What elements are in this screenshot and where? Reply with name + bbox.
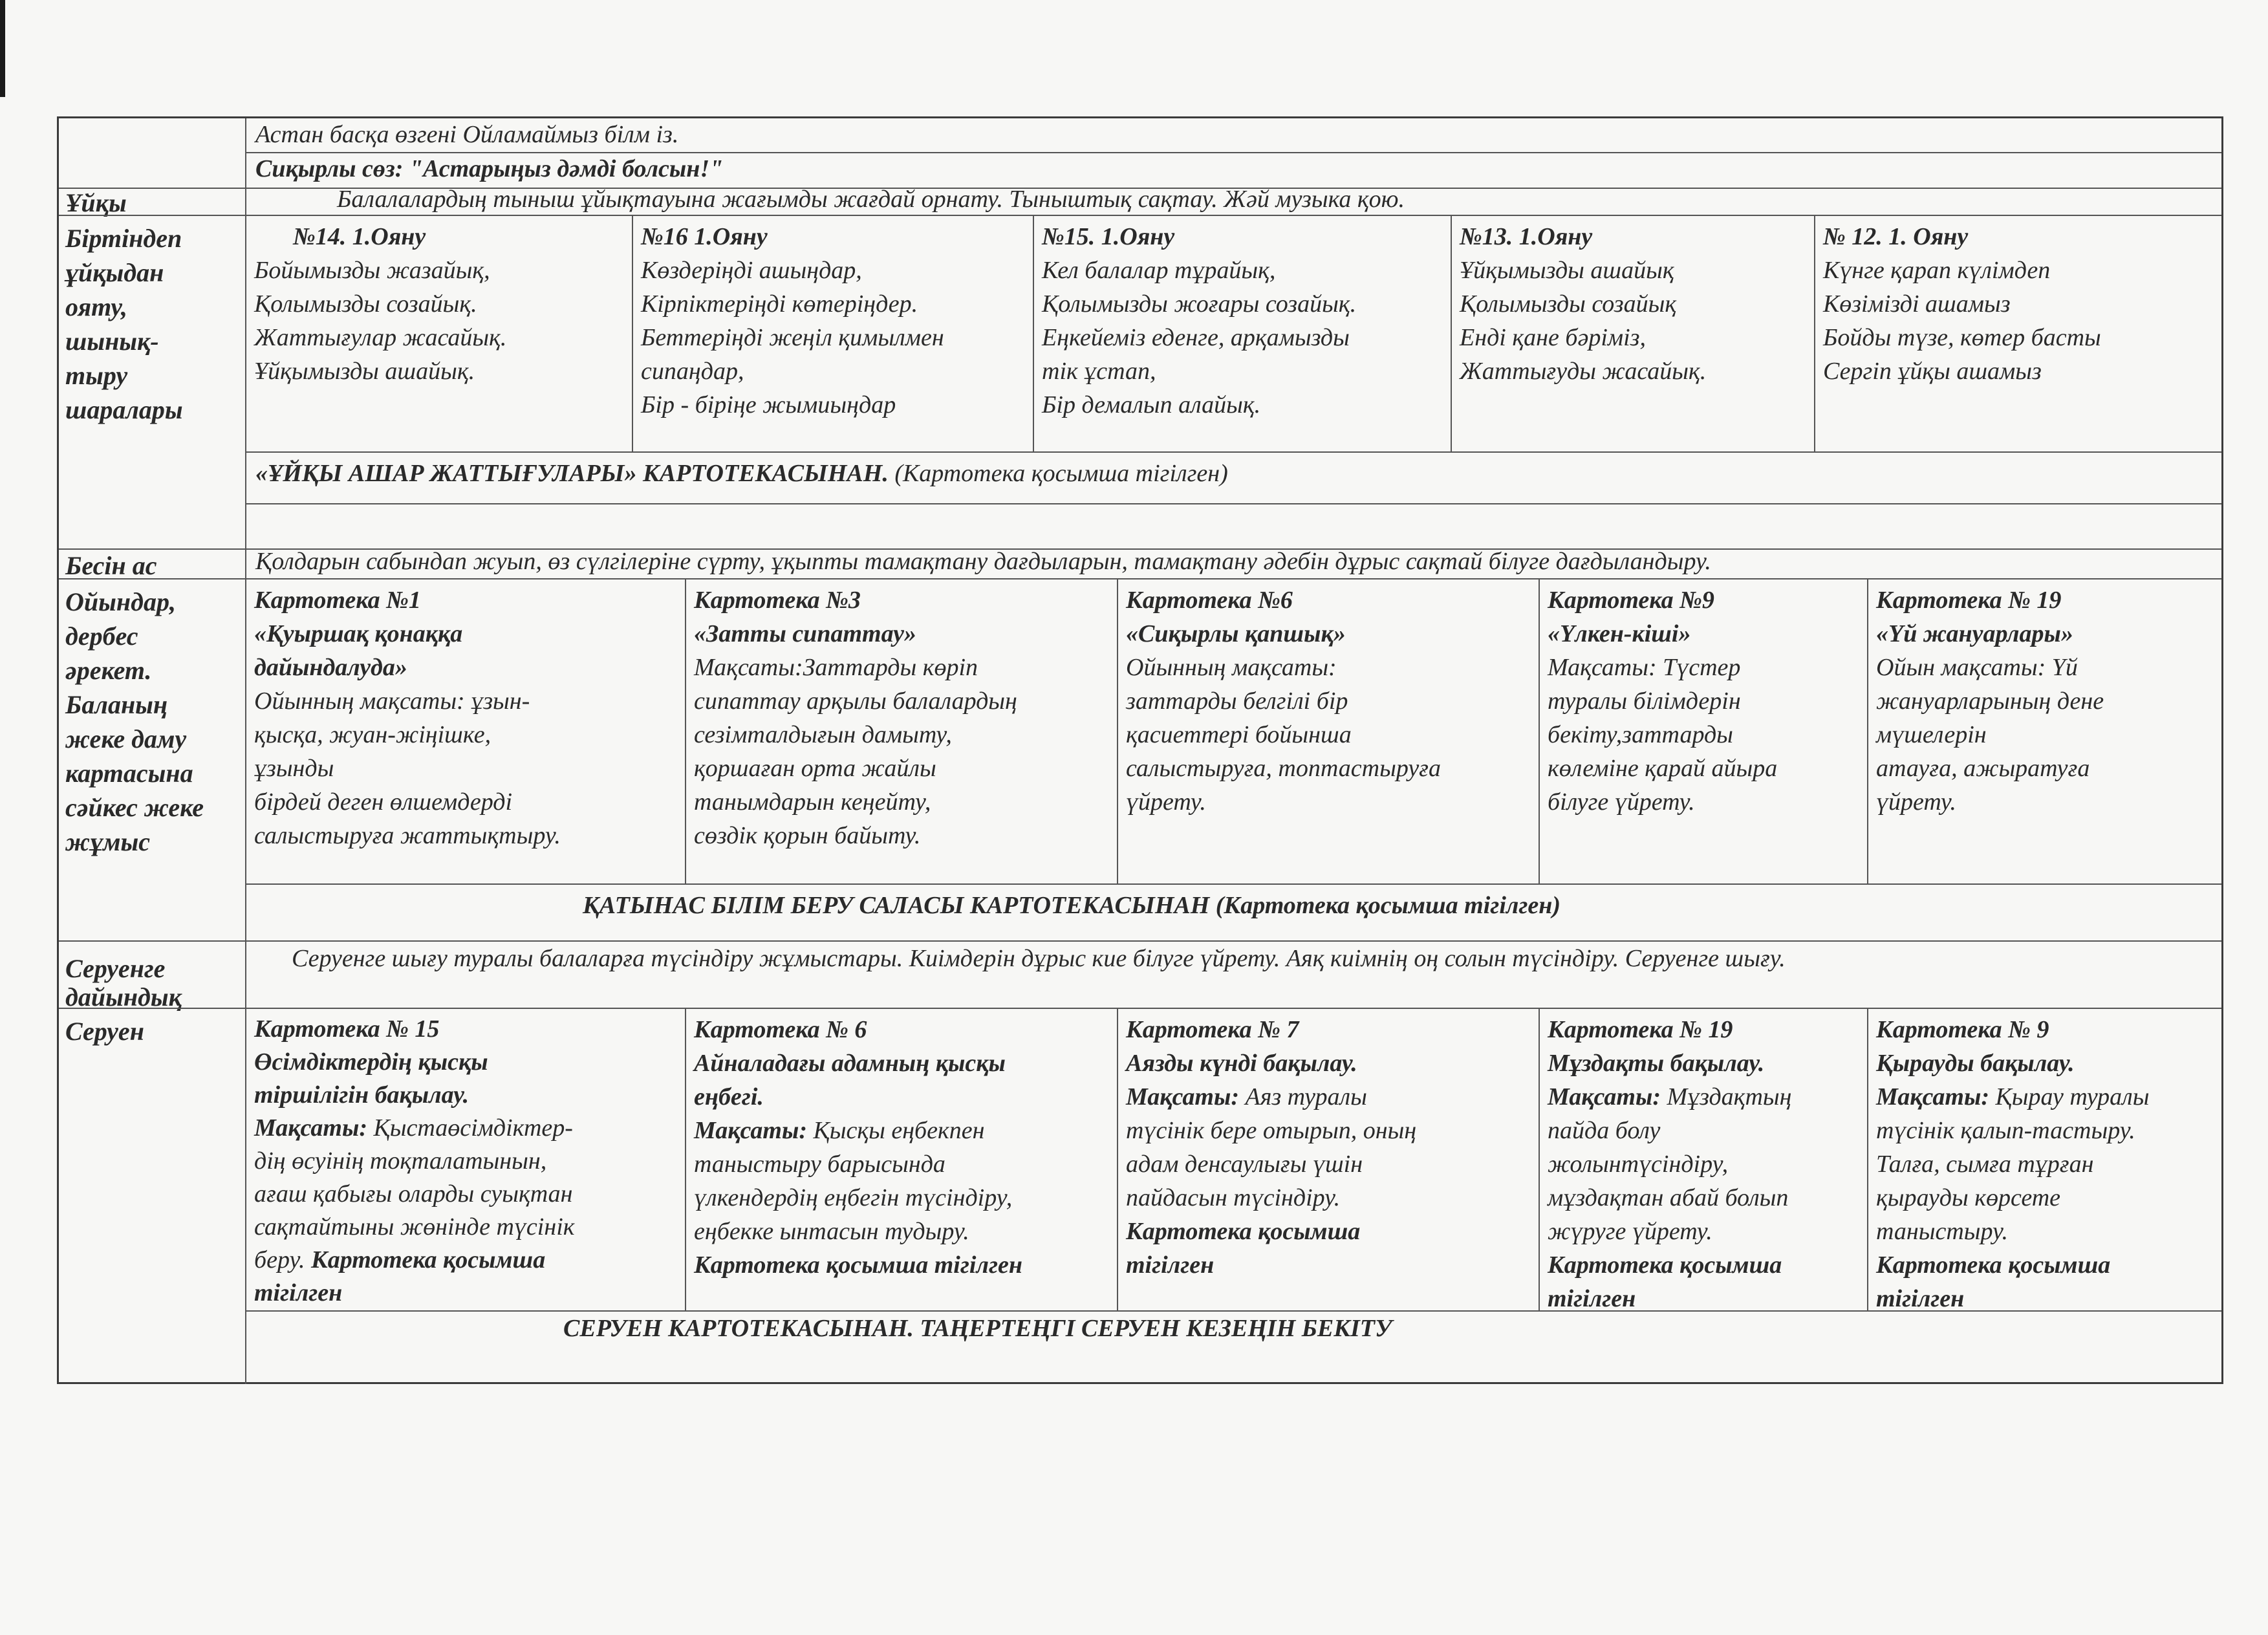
row-intro-content bbox=[246, 118, 2221, 188]
goal-label: Мақсаты: bbox=[254, 1114, 367, 1142]
intro-line-2: Сиқырлы сөз: "Астарыңыз дәмді болсын!" bbox=[255, 155, 724, 182]
card-line: үйрету. bbox=[1126, 788, 1206, 816]
card-text: Мұздақтың bbox=[1667, 1083, 1792, 1110]
card-line: Бойды түзе, көтер басты bbox=[1823, 324, 2101, 351]
card-line: Күнге қарап күлімдеп bbox=[1823, 257, 2051, 284]
card-line: салыстыруға, топтастыруға bbox=[1126, 755, 1442, 782]
card-line: еңбегі. bbox=[694, 1083, 764, 1110]
card-line: салыстыруға жаттықтыру. bbox=[254, 822, 561, 849]
card-line: Ұйқымызды ашайық. bbox=[254, 358, 475, 385]
games-label-line: әрекет. bbox=[65, 656, 152, 685]
games-card-19 bbox=[1868, 579, 2225, 883]
card-line bbox=[1876, 1080, 2218, 1114]
games-label bbox=[59, 579, 246, 940]
card-line: қасиеттері бойынша bbox=[1126, 721, 1352, 748]
card-line: Картотека № 6 bbox=[694, 1016, 867, 1043]
games-label-line: картасына bbox=[65, 759, 193, 788]
card-line: танымдарын кеңейту, bbox=[694, 788, 931, 816]
card-line: қысқа, жуан-жіңішке, bbox=[254, 721, 491, 748]
card-line: Жаттығулар жасайық. bbox=[254, 324, 507, 351]
card-line: Аязды күнді бақылау. bbox=[1126, 1050, 1357, 1077]
games-card-3 bbox=[686, 579, 1118, 883]
card-text: Картотека қосымша bbox=[310, 1246, 546, 1273]
prep-label-line: Серуенге bbox=[65, 954, 166, 983]
row-wake bbox=[59, 215, 2221, 548]
wake-footer-title: «ҰЙҚЫ АШАР ЖАТТЫҒУЛАРЫ» КАРТОТЕКАСЫНАН. bbox=[255, 460, 889, 487]
card-line: Мақсаты: Түстер bbox=[1548, 654, 1741, 681]
row-prep bbox=[59, 940, 2221, 1012]
prep-label-line: дайындық bbox=[65, 982, 182, 1012]
wake-footer-divider bbox=[246, 503, 2221, 504]
card-line: Картотека қосымша bbox=[1876, 1251, 2111, 1279]
card-line: Бойымызды жазайық, bbox=[254, 257, 490, 284]
games-card-6 bbox=[1118, 579, 1540, 883]
card-line: Қолымызды созайық. bbox=[254, 290, 477, 318]
card-line: дің өсуінің тоқталатынын, bbox=[254, 1147, 547, 1175]
card-line: мұздақтан абай болып bbox=[1548, 1184, 1789, 1211]
card-title: «Затты сипаттау» bbox=[694, 620, 916, 647]
card-title: №14. 1.Ояну bbox=[293, 223, 426, 250]
card-line: пайда болу bbox=[1548, 1117, 1661, 1144]
card-title: №16 1.Ояну bbox=[641, 223, 768, 250]
wake-label-line: шынық- bbox=[65, 327, 159, 356]
card-text: Қырау туралы bbox=[1995, 1083, 2150, 1110]
card-line: мүшелерін bbox=[1876, 721, 1987, 748]
card-line: қоршаған орта жайлы bbox=[694, 755, 936, 782]
lunch-content bbox=[246, 550, 2221, 578]
goal-label: Мақсаты: bbox=[1126, 1083, 1239, 1110]
games-content bbox=[246, 579, 2221, 940]
row-lunch bbox=[59, 548, 2221, 578]
goal-label: Мақсаты: bbox=[694, 1117, 807, 1144]
wake-card-15 bbox=[1034, 216, 1452, 451]
card-line: сезімталдығын дамыту, bbox=[694, 721, 952, 748]
lunch-label: Бесін ас bbox=[59, 550, 246, 578]
card-title: №13. 1.Ояну bbox=[1460, 223, 1593, 250]
card-line bbox=[1126, 1080, 1531, 1114]
card-line: тігілген bbox=[254, 1279, 343, 1306]
card-line: Мұздақты бақылау. bbox=[1548, 1050, 1765, 1077]
row-games bbox=[59, 578, 2221, 940]
wake-label-line: ұйқыдан bbox=[65, 258, 164, 287]
games-label-line: жеке даму bbox=[65, 724, 187, 753]
card-line: заттарды белгілі бір bbox=[1126, 688, 1348, 715]
games-footer bbox=[246, 883, 2221, 943]
goal-label: Мақсаты: bbox=[1548, 1083, 1661, 1110]
card-line: таныстыру барысында bbox=[694, 1151, 945, 1178]
card-line: атауға, ажыратуға bbox=[1876, 755, 2090, 782]
goal-label: Мақсаты: bbox=[1876, 1083, 1989, 1110]
card-title: Картотека №9 bbox=[1548, 587, 1714, 614]
card-text: Аяз туралы bbox=[1245, 1083, 1367, 1110]
card-line: жануарларының дене bbox=[1876, 688, 2104, 715]
games-label-line: сәйкес жеке bbox=[65, 793, 204, 822]
games-label-line: дербес bbox=[65, 622, 138, 651]
card-line: бірдей деген өлшемдерді bbox=[254, 788, 513, 816]
card-title: «Сиқырлы қапшық» bbox=[1126, 620, 1346, 647]
card-line: Кірпіктеріңді көтеріңдер. bbox=[641, 290, 918, 318]
card-line: пайдасын түсіндіру. bbox=[1126, 1184, 1341, 1211]
card-line: Картотека қосымша bbox=[1126, 1218, 1361, 1245]
row-walk bbox=[59, 1008, 2221, 1384]
row-intro bbox=[59, 118, 2221, 188]
wake-content bbox=[246, 216, 2221, 548]
card-line: Қолымызды созайық bbox=[1460, 290, 1677, 318]
card-title: Картотека №1 bbox=[254, 587, 421, 614]
card-line: Жаттығуды жасайық. bbox=[1460, 358, 1707, 385]
wake-footer bbox=[246, 451, 2221, 551]
wake-label-line: Біртіндеп bbox=[65, 224, 182, 253]
card-line: Сергіп ұйқы ашамыз bbox=[1823, 358, 2042, 385]
card-line: ағаш қабығы оларды суықтан bbox=[254, 1180, 573, 1207]
card-text: беру. bbox=[254, 1246, 305, 1273]
card-line: ұзынды bbox=[254, 755, 334, 782]
card-title: Картотека №6 bbox=[1126, 587, 1293, 614]
card-title: дайындалуда» bbox=[254, 654, 407, 681]
wake-label-line: шаралары bbox=[65, 395, 183, 424]
wake-label-line: ояту, bbox=[65, 292, 127, 321]
walk-card-19 bbox=[1540, 1009, 1868, 1310]
wake-label-line: тыру bbox=[65, 361, 128, 390]
card-line: тігілген bbox=[1548, 1285, 1636, 1310]
card-line: Өсімдіктердің қысқы bbox=[254, 1048, 488, 1076]
games-label-line: Баланың bbox=[65, 690, 168, 719]
walk-content bbox=[246, 1009, 2221, 1384]
card-line: Талға, сымға тұрған bbox=[1876, 1151, 2094, 1178]
games-label-line: Ойындар, bbox=[65, 587, 176, 616]
intro-line-1: Астан басқа өзгені Ойламаймыз білм із. bbox=[255, 121, 679, 148]
card-line: Айналадағы адамның қысқы bbox=[694, 1050, 1006, 1077]
card-title: «Қуыршақ қонаққа bbox=[254, 620, 463, 647]
card-line: сөздік қорын байыту. bbox=[694, 822, 921, 849]
card-line: Бір - біріңе жымиыңдар bbox=[641, 391, 896, 418]
card-line: қырауды көрсете bbox=[1876, 1184, 2061, 1211]
walk-label: Серуен bbox=[59, 1009, 246, 1384]
card-text: Қыстаөсімдіктер- bbox=[373, 1114, 573, 1142]
wake-footer-note: (Картотека қосымша тігілген) bbox=[888, 460, 1228, 487]
card-line bbox=[694, 1114, 1109, 1147]
card-line: тіршілігін бақылау. bbox=[254, 1081, 470, 1109]
card-line: үлкендердің еңбегін түсіндіру, bbox=[694, 1184, 1013, 1211]
card-title: Картотека № 19 bbox=[1876, 587, 2062, 614]
card-line: Картотека қосымша тігілген bbox=[694, 1251, 1022, 1279]
card-line: Ұйқымызды ашайық bbox=[1460, 257, 1674, 284]
schedule-table bbox=[57, 116, 2223, 1384]
card-line: адам денсаулығы үшін bbox=[1126, 1151, 1363, 1178]
sleep-text: Балалалардың тыныш ұйықтауына жағымды жағдай орнату. Тыныштық сақтау. Жәй музыка қою. bbox=[337, 186, 1405, 213]
scan-edge-mark bbox=[0, 0, 5, 97]
card-line: Ойынның мақсаты: ұзын- bbox=[254, 688, 530, 715]
card-line: сақтайтыны жөнінде түсінік bbox=[254, 1213, 575, 1240]
walk-card-9 bbox=[1868, 1009, 2225, 1310]
games-footer-note: (Картотека қосымша тігілген) bbox=[1209, 892, 1561, 919]
walk-card-6 bbox=[686, 1009, 1118, 1310]
card-line: Ойынның мақсаты: bbox=[1126, 654, 1337, 681]
card-line: Көзімізді ашамыз bbox=[1823, 290, 2011, 318]
card-line: Беттеріңді жеңіл қимылмен bbox=[641, 324, 944, 351]
card-line: бекіту,заттарды bbox=[1548, 721, 1733, 748]
sleep-label: Ұйқы bbox=[59, 189, 246, 215]
card-title: № 12. 1. Ояну bbox=[1823, 223, 1969, 250]
card-line: көлеміне қарай айыра bbox=[1548, 755, 1778, 782]
card-line: Картотека № 9 bbox=[1876, 1016, 2049, 1043]
card-line: Мақсаты:Заттарды көріп bbox=[694, 654, 978, 681]
card-line: Еңкейеміз еденге, арқамызды bbox=[1042, 324, 1350, 351]
prep-text: Серуенге шығу туралы балаларға түсіндіру жұмыстары. Киімдерін дұрыс кие білуге үйрету. Аяқ киімнің оң солын түсіндіру. Серуенге шығу. bbox=[292, 945, 1786, 972]
intro-divider bbox=[246, 152, 2221, 153]
prep-label bbox=[59, 942, 246, 1012]
card-line: тігілген bbox=[1126, 1251, 1215, 1279]
games-card-9 bbox=[1540, 579, 1868, 883]
lunch-text: Қолдарын сабындап жуып, өз сүлгілеріне сүрту, ұқыпты тамақтану дағдыларын, тамақтану әдебін дұрыс сақтай білуге дағдыландыру. bbox=[255, 548, 1711, 575]
card-line: сипаңдар, bbox=[641, 358, 744, 385]
card-line: үйрету. bbox=[1876, 788, 1956, 816]
wake-card-14 bbox=[246, 216, 633, 451]
games-label-line: жұмыс bbox=[65, 827, 150, 856]
walk-card-7 bbox=[1118, 1009, 1540, 1310]
card-line: түсінік бере отырып, оның bbox=[1126, 1117, 1417, 1144]
card-line: Көздеріңді ашыңдар, bbox=[641, 257, 862, 284]
card-line: білуге үйрету. bbox=[1548, 788, 1695, 816]
card-line: тігілген bbox=[1876, 1285, 1965, 1310]
card-line: Қырауды бақылау. bbox=[1876, 1050, 2075, 1077]
row-sleep bbox=[59, 188, 2221, 215]
card-line: Ойын мақсаты: Үй bbox=[1876, 654, 2078, 681]
walk-footer: СЕРУЕН КАРТОТЕКАСЫНАН. ТАҢЕРТЕҢГІ СЕРУЕН КЕЗЕҢІН БЕКІТУ bbox=[246, 1310, 2221, 1387]
card-line: туралы білімдерін bbox=[1548, 688, 1741, 715]
wake-label bbox=[59, 216, 246, 548]
card-text: Қысқы еңбекпен bbox=[813, 1117, 985, 1144]
walk-card-15 bbox=[246, 1009, 686, 1310]
card-line bbox=[254, 1112, 677, 1145]
wake-card-13 bbox=[1452, 216, 1815, 451]
card-line: Енді қане бәріміз, bbox=[1460, 324, 1647, 351]
games-footer-title: ҚАТЫНАС БІЛІМ БЕРУ САЛАСЫ КАРТОТЕКАСЫНАН bbox=[583, 892, 1210, 919]
card-title: №15. 1.Ояну bbox=[1042, 223, 1175, 250]
wake-card-16 bbox=[633, 216, 1034, 451]
card-line: еңбекке ынтасын тудыру. bbox=[694, 1218, 969, 1245]
card-line: Бір демалып алайық. bbox=[1042, 391, 1261, 418]
card-line: Картотека қосымша bbox=[1548, 1251, 1782, 1279]
card-line bbox=[254, 1244, 677, 1277]
card-line: таныстыру. bbox=[1876, 1218, 2009, 1245]
card-line: тік ұстап, bbox=[1042, 358, 1156, 385]
card-line bbox=[1548, 1080, 1859, 1114]
card-line: Кел балалар тұрайық, bbox=[1042, 257, 1276, 284]
card-title: Картотека №3 bbox=[694, 587, 861, 614]
prep-content bbox=[246, 942, 2221, 1008]
row-intro-label bbox=[59, 118, 246, 188]
card-line: жолынтүсіндіру, bbox=[1548, 1151, 1729, 1178]
card-line: Картотека № 19 bbox=[1548, 1016, 1733, 1043]
games-card-1 bbox=[246, 579, 686, 883]
card-line: сипаттау арқылы балалардың bbox=[694, 688, 1017, 715]
card-line: Картотека № 7 bbox=[1126, 1016, 1299, 1043]
wake-card-12 bbox=[1815, 216, 2225, 451]
sleep-content bbox=[246, 186, 2221, 215]
card-line: жүруге үйрету. bbox=[1548, 1218, 1712, 1245]
card-title: «Үлкен-кіші» bbox=[1548, 620, 1691, 647]
card-title: «Үй жануарлары» bbox=[1876, 620, 2073, 647]
card-line: Қолымызды жоғары созайық. bbox=[1042, 290, 1357, 318]
card-line: түсінік қалып-тастыру. bbox=[1876, 1117, 2135, 1144]
card-line: Картотека № 15 bbox=[254, 1015, 440, 1043]
